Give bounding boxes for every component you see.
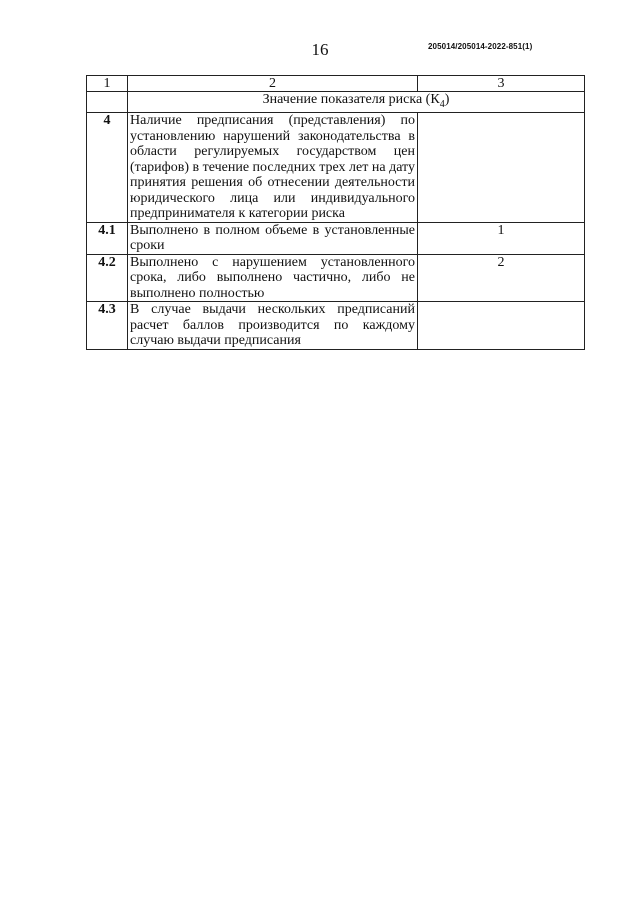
section-title-empty-cell (87, 92, 128, 113)
section-title (128, 92, 585, 113)
section-title-end: ) (444, 92, 450, 107)
table-row (87, 254, 585, 302)
row-number: 4 (87, 113, 128, 223)
row-description: Выполнено в полном объеме в установленные сроки (128, 222, 418, 254)
row-description: В случае выдачи нескольких предписаний расчет баллов производится по каждому случаю выдачи предписания (128, 302, 418, 350)
row-number: 4.2 (87, 254, 128, 302)
document-code: 205014/205014-2022-851(1) (428, 42, 533, 51)
section-title-subscript: 4 (439, 98, 445, 110)
column-number-2: 2 (128, 76, 418, 92)
column-number-1: 1 (87, 76, 128, 92)
table-row (87, 302, 585, 350)
table-row (87, 222, 585, 254)
row-score: 1 (418, 222, 585, 254)
row-number: 4.3 (87, 302, 128, 350)
row-score: 2 (418, 254, 585, 302)
row-score (418, 302, 585, 350)
section-title-text: Значение показателя риска (К (262, 92, 440, 107)
row-description: Наличие предписания (представления) по установлению нарушений законодательства в области регулируемых государством цен (тарифов) в течение последних трех лет на дату принятия решения об отнесении деятельности юридического лица или индивидуального предпринимателя к категории риска (128, 113, 418, 223)
row-number: 4.1 (87, 222, 128, 254)
section-title-row (87, 92, 585, 113)
table-row (87, 113, 585, 223)
page-number: 16 (311, 40, 329, 59)
risk-indicator-table (86, 75, 585, 350)
row-description: Выполнено с нарушением установленного срока, либо выполнено частично, либо не выполнено полностью (128, 254, 418, 302)
row-score (418, 113, 585, 223)
column-number-row (87, 76, 585, 92)
column-number-3: 3 (418, 76, 585, 92)
